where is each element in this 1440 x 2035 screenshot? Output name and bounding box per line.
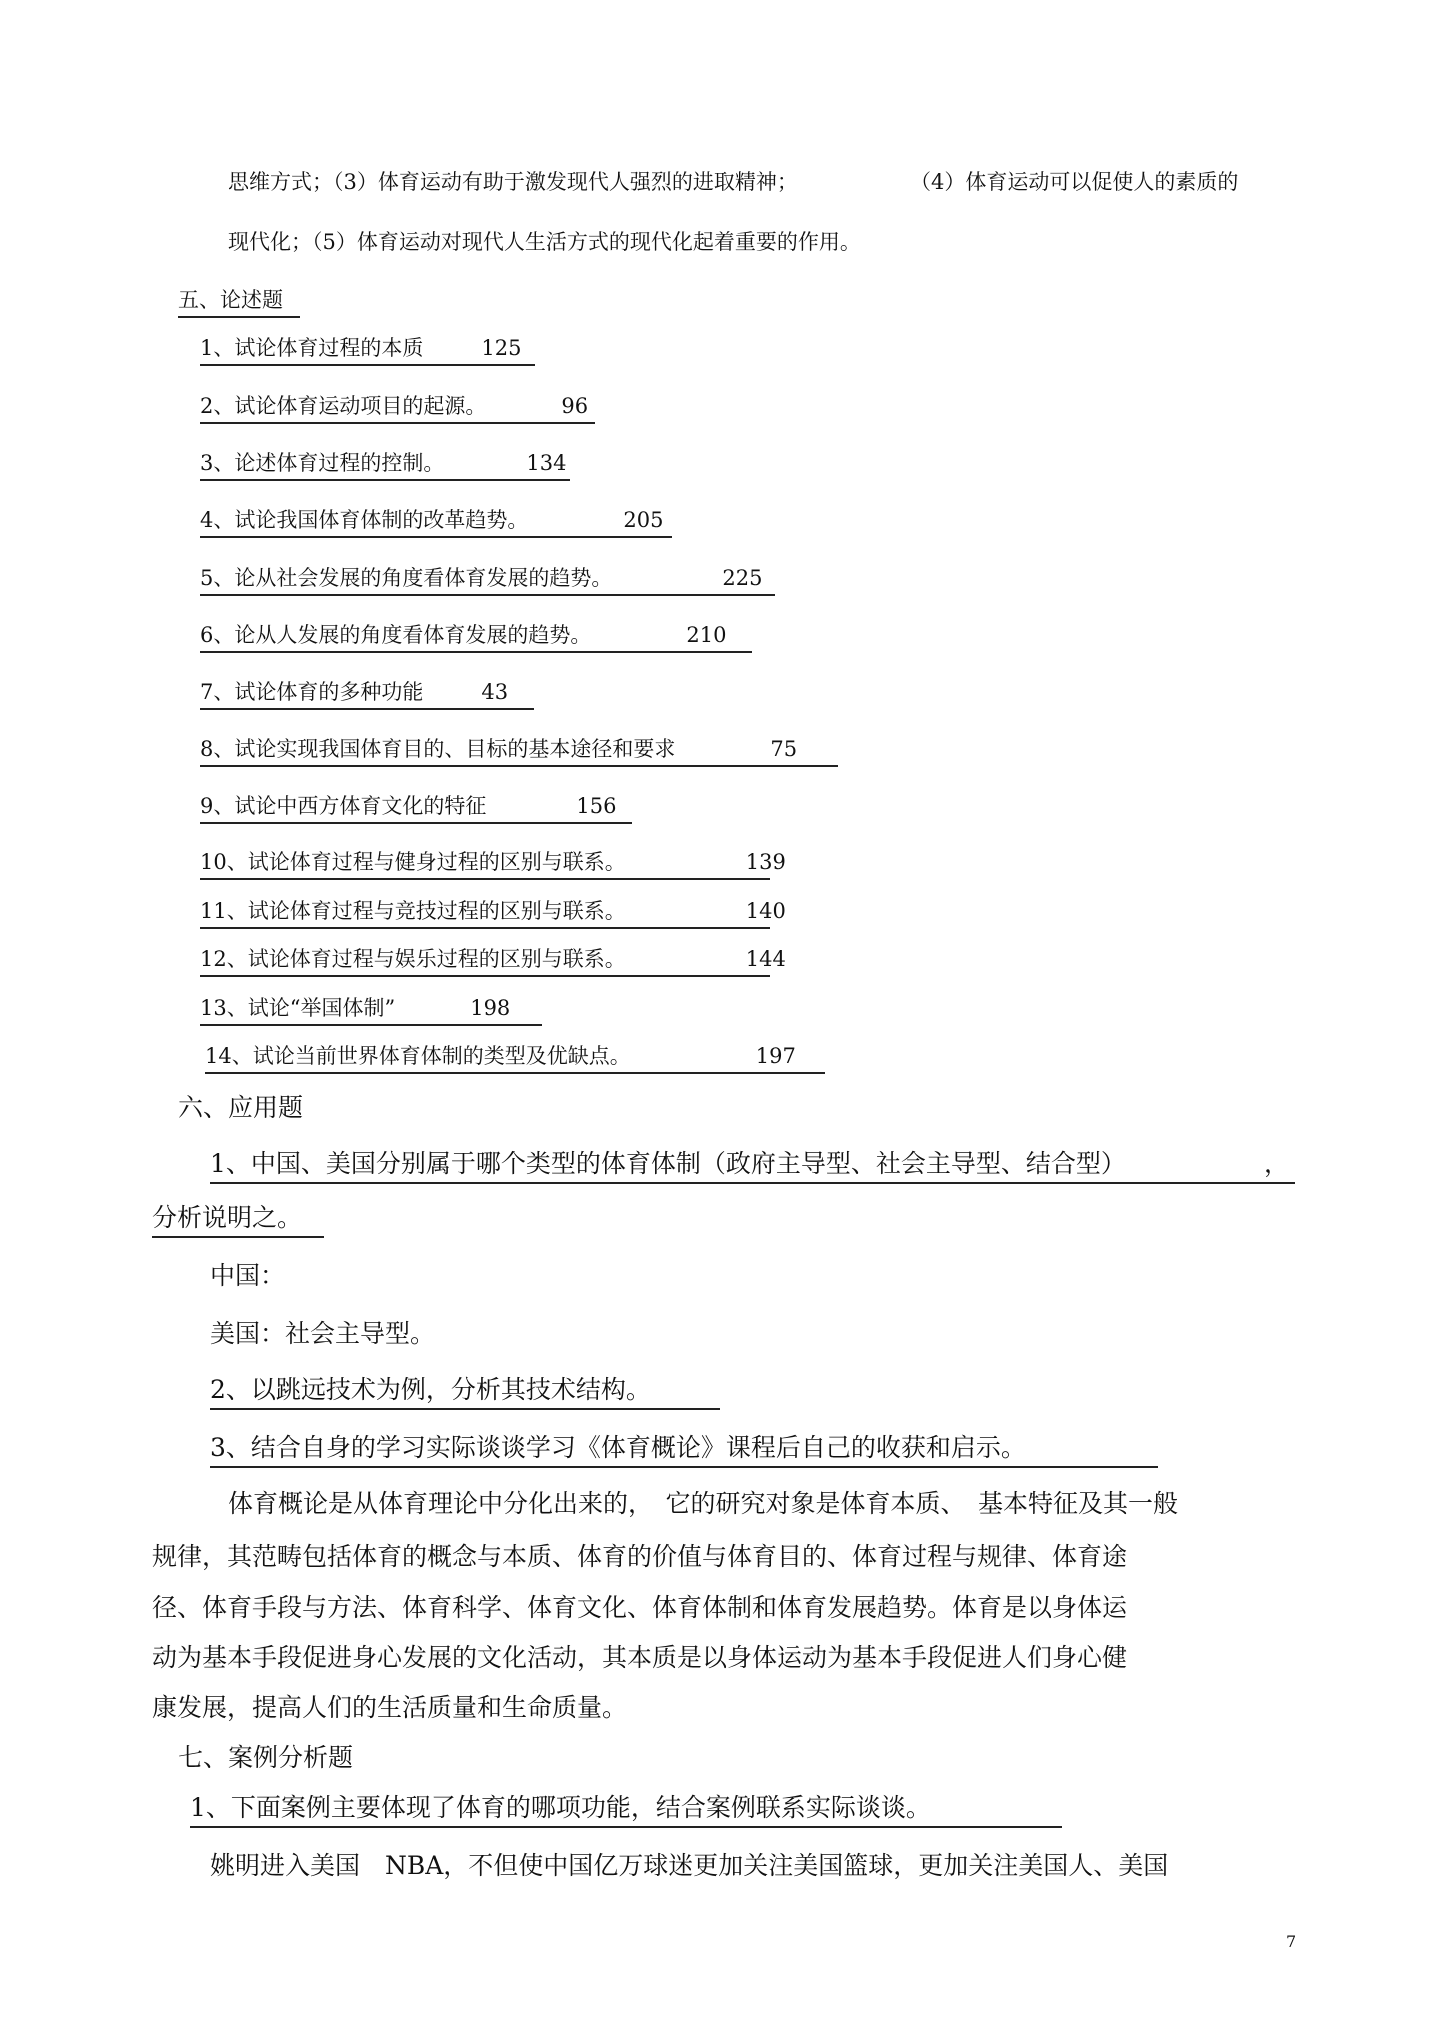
essay-question-page-ref: 134 bbox=[526, 451, 567, 475]
application-q1-comma: ， bbox=[1263, 1149, 1289, 1178]
essay-question-item bbox=[200, 790, 632, 824]
essay-question-page-ref: 140 bbox=[745, 899, 786, 923]
intro-line-2: 现代化；（5）体育运动对现代人生活方式的现代化起着重要的作用。 bbox=[228, 230, 861, 254]
essay-question-page-ref: 43 bbox=[481, 680, 509, 704]
essay-question-item bbox=[200, 504, 672, 538]
essay-question-text: 6、论从人发展的角度看体育发展的趋势。 bbox=[200, 623, 592, 647]
essay-question-page-ref: 210 bbox=[686, 623, 727, 647]
answer-paragraph-line-2: 规律，其范畴包括体育的概念与本质、体育的价值与体育目的、体育过程与规律、体育途 bbox=[152, 1542, 1128, 1571]
essay-question-text: 14、试论当前世界体育体制的类型及优缺点。 bbox=[205, 1044, 631, 1068]
essay-question-item bbox=[200, 846, 786, 880]
essay-question-page-ref: 75 bbox=[770, 737, 798, 761]
application-q3: 3、结合自身的学习实际谈谈学习《体育概论》课程后自己的收获和启示。 bbox=[210, 1428, 1158, 1468]
section-6-heading: 六、应用题 bbox=[178, 1093, 304, 1122]
essay-question-text: 10、试论体育过程与健身过程的区别与联系。 bbox=[200, 850, 626, 874]
essay-question-item bbox=[200, 733, 838, 767]
answer-paragraph-line-1: 体育概论是从体育理论中分化出来的， 它的研究对象是体育本质、 基本特征及其一般 bbox=[228, 1489, 1179, 1518]
essay-question-text: 11、试论体育过程与竞技过程的区别与联系。 bbox=[200, 899, 626, 923]
essay-question-text: 9、试论中西方体育文化的特征 bbox=[200, 794, 487, 818]
application-q1-line1 bbox=[210, 1144, 1295, 1184]
answer-usa: 美国：社会主导型。 bbox=[210, 1319, 436, 1348]
application-q1-text: 1、中国、美国分别属于哪个类型的体育体制（政府主导型、社会主导型、结合型） bbox=[210, 1149, 1126, 1178]
page-number: 7 bbox=[1286, 1932, 1297, 1951]
answer-china: 中国： bbox=[210, 1261, 286, 1290]
essay-question-text: 2、试论体育运动项目的起源。 bbox=[200, 394, 487, 418]
essay-question-text: 7、试论体育的多种功能 bbox=[200, 680, 424, 704]
essay-question-text: 3、论述体育过程的控制。 bbox=[200, 451, 445, 475]
essay-question-text: 4、试论我国体育体制的改革趋势。 bbox=[200, 508, 529, 532]
section-5-heading-text: 五、论述题 bbox=[178, 284, 300, 318]
essay-question-page-ref: 139 bbox=[745, 850, 786, 874]
essay-question-item bbox=[205, 1040, 825, 1074]
essay-question-page-ref: 96 bbox=[561, 394, 589, 418]
essay-question-text: 1、试论体育过程的本质 bbox=[200, 336, 424, 360]
essay-question-item bbox=[200, 992, 542, 1026]
intro-line-1a: 思维方式；（3）体育运动有助于激发现代人强烈的进取精神； bbox=[228, 170, 798, 194]
answer-paragraph-line-5: 康发展，提高人们的生活质量和生命质量。 bbox=[152, 1693, 628, 1722]
section-5-heading bbox=[178, 284, 300, 318]
intro-line-1b: （4）体育运动可以促使人的素质的 bbox=[910, 170, 1239, 194]
essay-question-text: 13、试论“举国体制” bbox=[200, 996, 396, 1020]
essay-question-page-ref: 205 bbox=[623, 508, 664, 532]
essay-question-text: 12、试论体育过程与娱乐过程的区别与联系。 bbox=[200, 947, 626, 971]
essay-question-text: 8、试论实现我国体育目的、目标的基本途径和要求 bbox=[200, 737, 676, 761]
essay-question-page-ref: 144 bbox=[745, 947, 786, 971]
essay-question-text: 5、论从社会发展的角度看体育发展的趋势。 bbox=[200, 566, 613, 590]
essay-question-page-ref: 198 bbox=[470, 996, 511, 1020]
essay-question-item bbox=[200, 447, 570, 481]
essay-question-page-ref: 125 bbox=[481, 336, 522, 360]
essay-question-item bbox=[200, 562, 775, 596]
essay-question-item bbox=[200, 676, 534, 710]
case-q1: 1、下面案例主要体现了体育的哪项功能，结合案例联系实际谈谈。 bbox=[190, 1788, 1062, 1828]
answer-paragraph-line-3: 径、体育手段与方法、体育科学、体育文化、体育体制和体育发展趋势。体育是以身体运 bbox=[152, 1593, 1128, 1622]
case-text-line: 姚明进入美国 NBA，不但使中国亿万球迷更加关注美国篮球，更加关注美国人、美国 bbox=[210, 1851, 1169, 1880]
essay-question-item bbox=[200, 895, 786, 929]
essay-question-item bbox=[200, 390, 595, 424]
answer-paragraph-line-4: 动为基本手段促进身心发展的文化活动，其本质是以身体运动为基本手段促进人们身心健 bbox=[152, 1643, 1128, 1672]
essay-question-page-ref: 156 bbox=[576, 794, 617, 818]
essay-question-item bbox=[200, 619, 752, 653]
application-q1-line2: 分析说明之。 bbox=[152, 1198, 324, 1238]
application-q2: 2、以跳远技术为例，分析其技术结构。 bbox=[210, 1370, 720, 1410]
essay-question-page-ref: 197 bbox=[755, 1044, 796, 1068]
essay-question-item bbox=[200, 943, 786, 977]
essay-question-item bbox=[200, 332, 535, 366]
essay-question-page-ref: 225 bbox=[722, 566, 763, 590]
section-7-heading: 七、案例分析题 bbox=[178, 1743, 354, 1772]
